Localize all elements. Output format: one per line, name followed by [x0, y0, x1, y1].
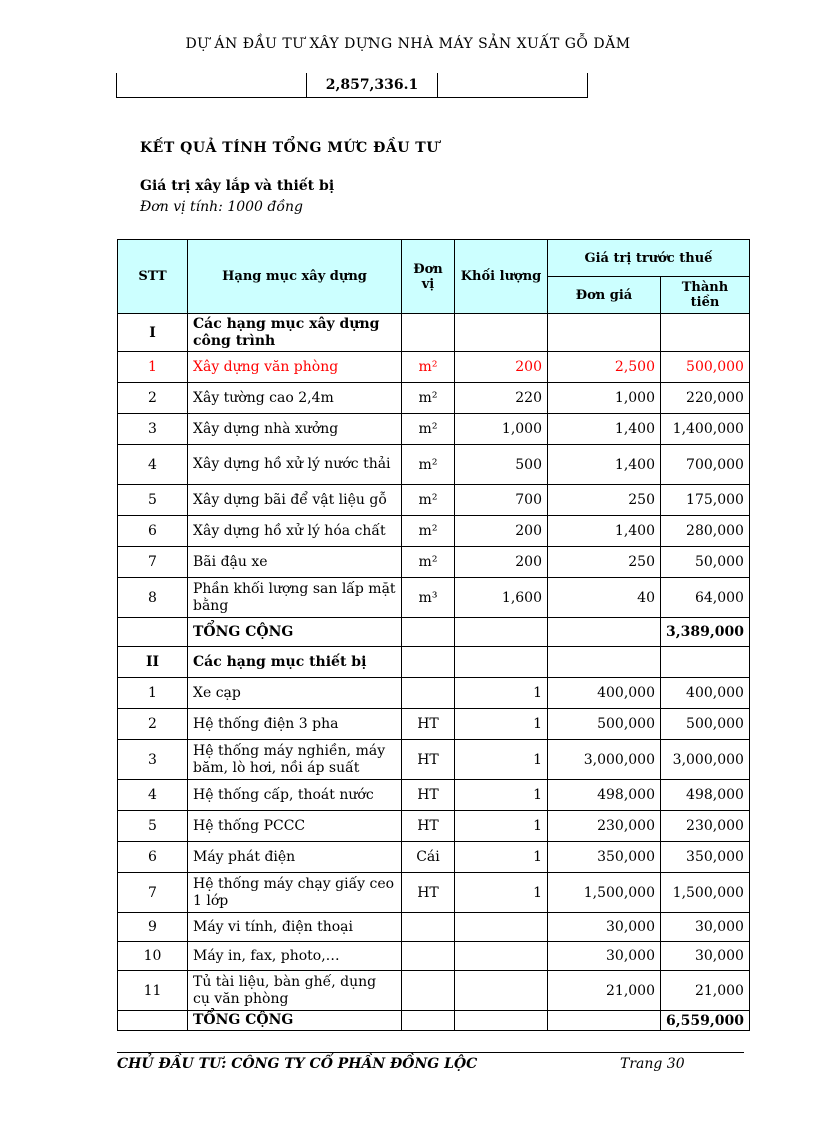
row-unit-price: 30,000 — [548, 942, 661, 971]
total-row — [118, 618, 750, 647]
row-stt: 2 — [118, 709, 188, 740]
row-item-name: Máy in, fax, photo,… — [188, 942, 402, 971]
row-unit-price: 1,000 — [548, 383, 661, 414]
header-quantity: Khối lượng — [455, 240, 548, 314]
section-row — [118, 647, 750, 678]
row-item-name: Hệ thống điện 3 pha — [188, 709, 402, 740]
row-quantity: 200 — [455, 352, 548, 383]
row-item-name: Xây dựng bãi để vật liệu gỗ — [188, 485, 402, 516]
row-amount: 50,000 — [661, 547, 750, 578]
footer-page-number: Trang 30 — [620, 1056, 685, 1072]
row-unit-price: 3,000,000 — [548, 740, 661, 780]
table-row — [118, 485, 750, 516]
row-quantity: 500 — [455, 445, 548, 485]
row-stt: 3 — [118, 740, 188, 780]
row-item-name: Hệ thống PCCC — [188, 811, 402, 842]
row-quantity: 1 — [455, 709, 548, 740]
table-row — [118, 740, 750, 780]
row-unit: m² — [402, 516, 455, 547]
empty-cell — [455, 314, 548, 352]
row-stt: 11 — [118, 971, 188, 1011]
row-item-name: Phần khối lượng san lấp mặt bằng — [188, 578, 402, 618]
row-unit-price: 350,000 — [548, 842, 661, 873]
row-unit: HT — [402, 873, 455, 913]
row-stt: 7 — [118, 547, 188, 578]
header-pretax-value: Giá trị trước thuế — [548, 240, 750, 277]
row-unit-price: 1,400 — [548, 414, 661, 445]
row-item-name: Máy phát điện — [188, 842, 402, 873]
table-row — [118, 547, 750, 578]
header-item: Hạng mục xây dựng — [188, 240, 402, 314]
row-quantity — [455, 971, 548, 1011]
footer-owner: CHỦ ĐẦU TƯ: CÔNG TY CỔ PHẦN ĐỒNG LỘC — [117, 1056, 478, 1072]
row-amount: 220,000 — [661, 383, 750, 414]
row-stt: 4 — [118, 445, 188, 485]
row-stt: 10 — [118, 942, 188, 971]
row-unit — [402, 942, 455, 971]
row-amount: 1,400,000 — [661, 414, 750, 445]
row-unit: Cái — [402, 842, 455, 873]
empty-cell — [118, 618, 188, 647]
row-quantity: 700 — [455, 485, 548, 516]
row-unit-price: 21,000 — [548, 971, 661, 1011]
row-item-name: Xây dựng hồ xử lý hóa chất — [188, 516, 402, 547]
row-unit-price: 40 — [548, 578, 661, 618]
row-unit: m² — [402, 352, 455, 383]
header-stt: STT — [118, 240, 188, 314]
row-stt: 1 — [118, 678, 188, 709]
section-row — [118, 314, 750, 352]
row-item-name: Xe cạp — [188, 678, 402, 709]
row-item-name: Xây dựng nhà xưởng — [188, 414, 402, 445]
empty-cell — [402, 314, 455, 352]
row-stt: 7 — [118, 873, 188, 913]
empty-cell — [402, 618, 455, 647]
table-row — [118, 383, 750, 414]
row-unit: m² — [402, 485, 455, 516]
table-row — [118, 913, 750, 942]
header-unit: Đơn vị — [402, 240, 455, 314]
total-amount: 3,389,000 — [661, 618, 750, 647]
row-stt: 6 — [118, 516, 188, 547]
table-row — [118, 445, 750, 485]
row-item-name: Hệ thống máy chạy giấy ceo 1 lớp — [188, 873, 402, 913]
row-item-name: Xây tường cao 2,4m — [188, 383, 402, 414]
table-body — [118, 314, 750, 1031]
row-amount: 3,000,000 — [661, 740, 750, 780]
row-quantity: 1 — [455, 780, 548, 811]
row-unit: HT — [402, 740, 455, 780]
row-item-name: Xây dựng hồ xử lý nước thải — [188, 445, 402, 485]
row-stt: 9 — [118, 913, 188, 942]
table-row — [118, 780, 750, 811]
total-label: TỔNG CỘNG — [188, 1011, 402, 1031]
table-row — [118, 811, 750, 842]
row-quantity — [455, 913, 548, 942]
section-stt: I — [118, 314, 188, 352]
row-unit-price: 250 — [548, 485, 661, 516]
table-row — [118, 971, 750, 1011]
row-unit-price: 500,000 — [548, 709, 661, 740]
row-amount: 21,000 — [661, 971, 750, 1011]
row-amount: 500,000 — [661, 709, 750, 740]
row-amount: 500,000 — [661, 352, 750, 383]
row-quantity: 1 — [455, 740, 548, 780]
row-stt: 5 — [118, 811, 188, 842]
row-unit-price: 1,400 — [548, 516, 661, 547]
row-unit-price: 1,400 — [548, 445, 661, 485]
empty-cell — [548, 1011, 661, 1031]
previous-table-fragment — [116, 73, 588, 98]
row-amount: 30,000 — [661, 942, 750, 971]
row-quantity — [455, 942, 548, 971]
unit-note: Đơn vị tính: 1000 đồng — [140, 199, 303, 215]
row-unit-price: 400,000 — [548, 678, 661, 709]
table-row — [118, 942, 750, 971]
section-name: Các hạng mục thiết bị — [188, 647, 402, 678]
row-unit-price: 230,000 — [548, 811, 661, 842]
empty-cell — [548, 618, 661, 647]
empty-cell — [402, 647, 455, 678]
row-amount: 498,000 — [661, 780, 750, 811]
row-unit: HT — [402, 709, 455, 740]
total-amount: 6,559,000 — [661, 1011, 750, 1031]
table-row — [118, 352, 750, 383]
row-item-name: Bãi đậu xe — [188, 547, 402, 578]
row-amount: 280,000 — [661, 516, 750, 547]
empty-cell — [118, 1011, 188, 1031]
section-name: Các hạng mục xây dựng công trình — [188, 314, 402, 352]
row-item-name: Xây dựng văn phòng — [188, 352, 402, 383]
row-amount: 1,500,000 — [661, 873, 750, 913]
row-unit: HT — [402, 780, 455, 811]
table-row — [118, 578, 750, 618]
row-item-name: Hệ thống máy nghiền, máy băm, lò hơi, nồi áp suất — [188, 740, 402, 780]
table-row — [118, 873, 750, 913]
table-row — [118, 516, 750, 547]
row-amount: 64,000 — [661, 578, 750, 618]
row-stt: 4 — [118, 780, 188, 811]
row-item-name: Tủ tài liệu, bàn ghế, dụng cụ văn phòng — [188, 971, 402, 1011]
footer-divider — [117, 1052, 744, 1053]
investment-table — [117, 239, 750, 1031]
page-header: DỰ ÁN ĐẦU TƯ XÂY DỰNG NHÀ MÁY SẢN XUẤT GỖ DĂM — [185, 36, 631, 52]
empty-cell — [402, 1011, 455, 1031]
row-unit — [402, 913, 455, 942]
row-stt: 5 — [118, 485, 188, 516]
header-amount: Thành tiền — [661, 277, 750, 314]
row-stt: 8 — [118, 578, 188, 618]
row-unit: m² — [402, 547, 455, 578]
row-quantity: 1 — [455, 678, 548, 709]
row-quantity: 1,000 — [455, 414, 548, 445]
row-quantity: 200 — [455, 547, 548, 578]
total-label: TỔNG CỘNG — [188, 618, 402, 647]
row-unit: m³ — [402, 578, 455, 618]
row-quantity: 1 — [455, 811, 548, 842]
row-unit: m² — [402, 414, 455, 445]
row-quantity: 200 — [455, 516, 548, 547]
empty-cell — [455, 618, 548, 647]
row-amount: 700,000 — [661, 445, 750, 485]
prev-table-cell-empty — [117, 73, 307, 97]
row-stt: 3 — [118, 414, 188, 445]
row-unit-price: 498,000 — [548, 780, 661, 811]
row-quantity: 1,600 — [455, 578, 548, 618]
row-unit: HT — [402, 811, 455, 842]
table-row — [118, 709, 750, 740]
section-subtitle: Giá trị xây lắp và thiết bị — [140, 178, 335, 194]
empty-cell — [548, 314, 661, 352]
row-unit: m² — [402, 445, 455, 485]
row-stt: 1 — [118, 352, 188, 383]
section-stt: II — [118, 647, 188, 678]
row-unit-price: 30,000 — [548, 913, 661, 942]
prev-table-total: 2,857,336.1 — [307, 73, 438, 97]
row-unit-price: 2,500 — [548, 352, 661, 383]
empty-cell — [455, 647, 548, 678]
row-amount: 350,000 — [661, 842, 750, 873]
section-title: KẾT QUẢ TÍNH TỔNG MỨC ĐẦU TƯ — [140, 140, 439, 156]
row-unit: m² — [402, 383, 455, 414]
row-amount: 230,000 — [661, 811, 750, 842]
empty-cell — [548, 647, 661, 678]
total-row — [118, 1011, 750, 1031]
row-quantity: 1 — [455, 842, 548, 873]
row-quantity: 220 — [455, 383, 548, 414]
row-stt: 2 — [118, 383, 188, 414]
empty-cell — [455, 1011, 548, 1031]
table-row — [118, 414, 750, 445]
row-item-name: Hệ thống cấp, thoát nước — [188, 780, 402, 811]
table-row — [118, 678, 750, 709]
table-row — [118, 842, 750, 873]
empty-cell — [661, 647, 750, 678]
row-unit — [402, 971, 455, 1011]
row-item-name: Máy vi tính, điện thoại — [188, 913, 402, 942]
header-unit-price: Đơn giá — [548, 277, 661, 314]
row-stt: 6 — [118, 842, 188, 873]
row-amount: 30,000 — [661, 913, 750, 942]
row-unit — [402, 678, 455, 709]
row-unit-price: 250 — [548, 547, 661, 578]
row-amount: 400,000 — [661, 678, 750, 709]
row-unit-price: 1,500,000 — [548, 873, 661, 913]
row-amount: 175,000 — [661, 485, 750, 516]
row-quantity: 1 — [455, 873, 548, 913]
empty-cell — [661, 314, 750, 352]
